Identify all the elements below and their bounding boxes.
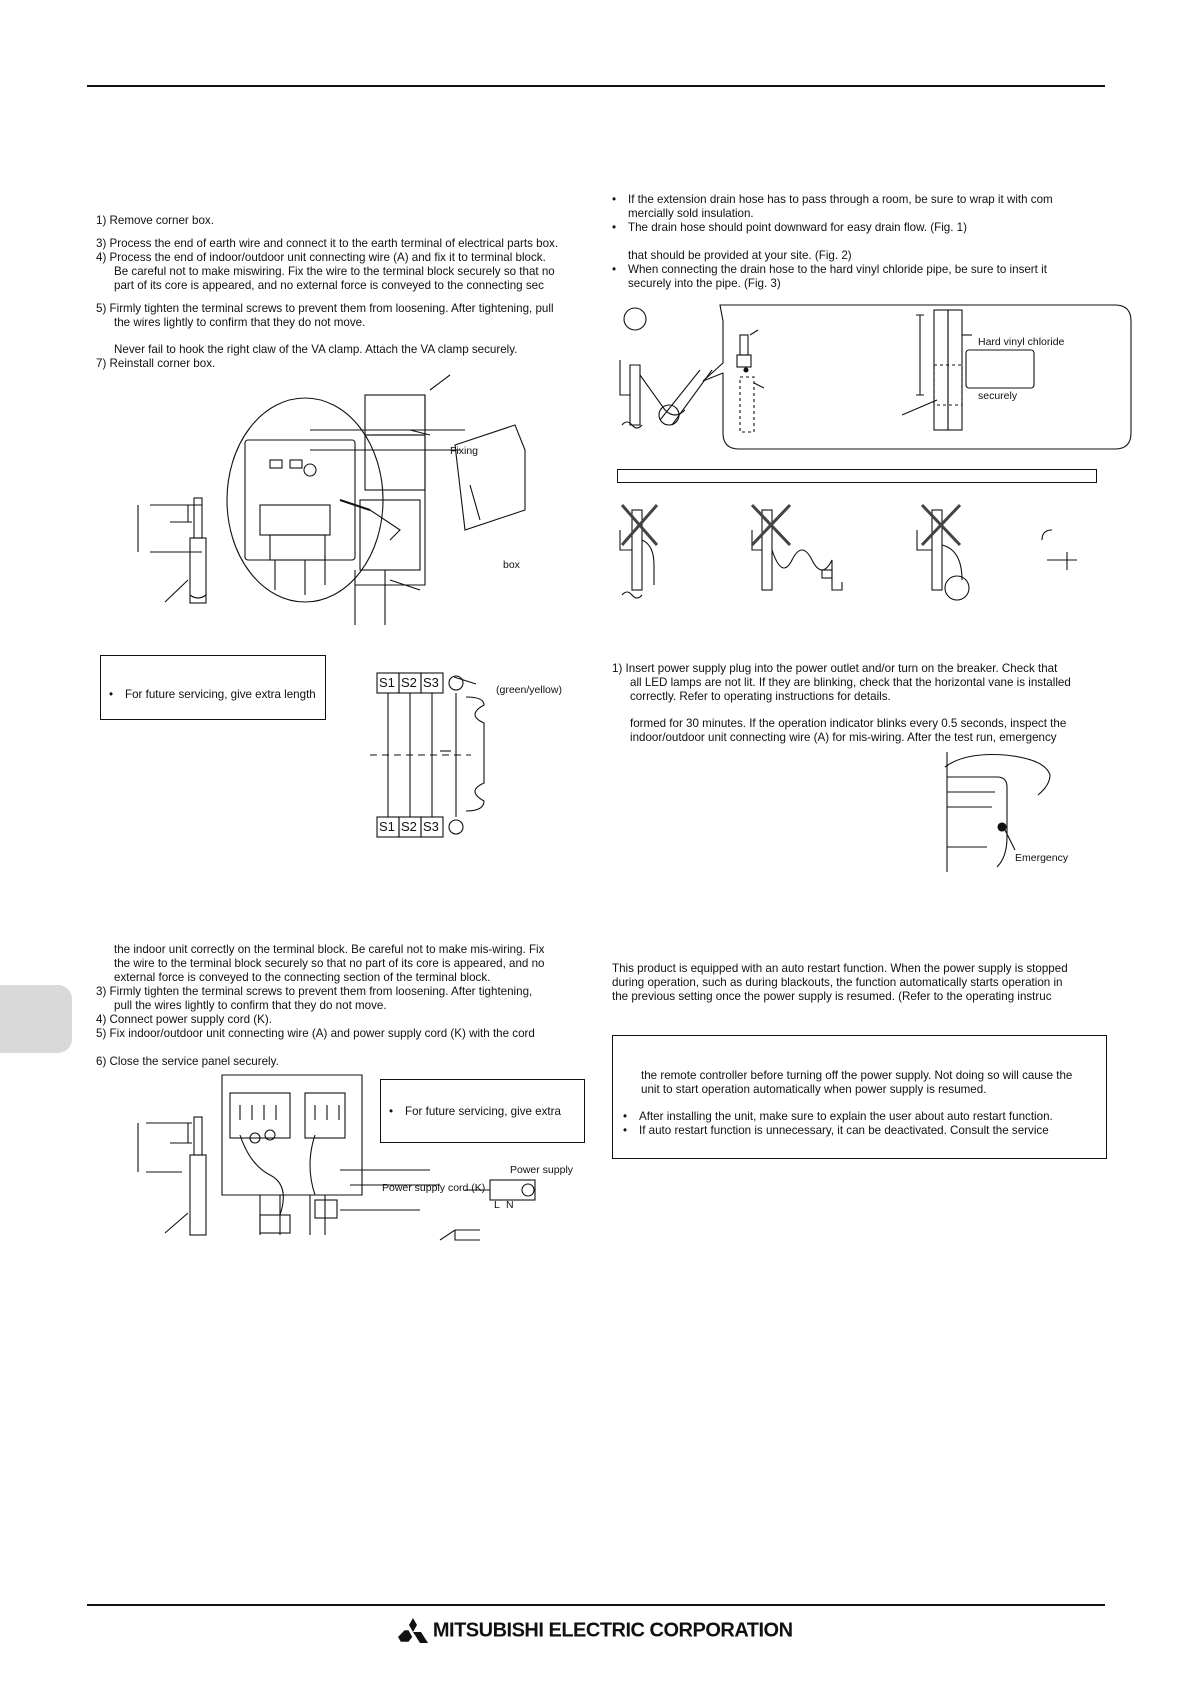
drain-note-1-cont: mercially sold insulation.: [628, 207, 754, 220]
note-box-2: After installing the unit, make sure to explain the user about auto restart function.: [639, 1110, 1053, 1123]
s2-bottom: S2: [401, 819, 417, 834]
step-1: 1) Remove corner box.: [96, 214, 214, 227]
wiring-steps-a: [96, 214, 596, 371]
s1-bottom: S1: [379, 819, 395, 834]
section-side-tab: [0, 985, 72, 1053]
test-run-1: 1) Insert power supply plug into the power outlet and/or turn on the breaker. Check that: [612, 662, 1058, 675]
corner-box-wiring-figure: [110, 390, 570, 630]
s2-top: S2: [401, 675, 417, 690]
step-5b: 5) Fix indoor/outdoor unit connecting wire (A) and power supply cord (K) with the cord: [96, 1027, 535, 1040]
test-run-2-cont-2: indoor/outdoor unit connecting wire (A) for mis-wiring. After the test run, emergency: [630, 731, 1057, 744]
step-3: 3) Process the end of earth wire and connect it to the earth terminal of electrical parts box.: [96, 237, 559, 250]
step-6b: 6) Close the service panel securely.: [96, 1055, 279, 1068]
step-4-cont-2: part of its core is appeared, and no external force is conveyed to the connecting sec: [114, 279, 544, 292]
auto-restart-3: the previous setting once the power supply is resumed. (Refer to the operating instruc: [612, 990, 1052, 1003]
drain-note-2: The drain hose should point downward for easy drain flow. (Fig. 1): [628, 221, 967, 234]
note-box-1-cont: unit to start operation automatically when power supply is resumed.: [641, 1083, 987, 1096]
step-7: 7) Reinstall corner box.: [96, 357, 216, 370]
n-terminal: N: [506, 1199, 514, 1211]
step-4-cont-1: Be careful not to make miswiring. Fix the wire to the terminal block securely so that no: [114, 265, 555, 278]
servicing-note-2: • For future servicing, give extra: [380, 1079, 585, 1143]
incorrect-drain-examples: [612, 500, 1112, 610]
box-label: box: [503, 559, 520, 571]
securely-label: securely: [978, 390, 1018, 402]
step-2-cont-1: the indoor unit correctly on the terminal block. Be careful not to make mis-wiring. Fix: [114, 943, 545, 956]
step-3b: 3) Firmly tighten the terminal screws to prevent them from loosening. After tightening,: [96, 985, 533, 998]
company-name: MITSUBISHI ELECTRIC CORPORATION: [432, 1619, 793, 1642]
footer-rule: [87, 1604, 1105, 1606]
mitsubishi-logo-icon: [398, 1618, 428, 1644]
test-run-1-cont-1: all LED lamps are not lit. If they are blinking, check that the horizontal vane is installed: [630, 676, 1071, 689]
header-rule: [87, 85, 1105, 87]
test-run-1-cont-2: correctly. Refer to operating instructions for details.: [630, 690, 891, 703]
step-5: 5) Firmly tighten the terminal screws to prevent them from loosening. After tightening, pull: [96, 302, 554, 315]
servicing-note-1: • For future servicing, give extra length: [100, 655, 326, 720]
power-supply-cord-label: Power supply cord (K): [382, 1182, 486, 1194]
step-5-cont: the wires lightly to confirm that they do not move.: [114, 316, 366, 329]
step-4b: 4) Connect power supply cord (K).: [96, 1013, 272, 1026]
power-supply-wiring-figure: [110, 1075, 590, 1245]
note-1-text: For future servicing, give extra length: [125, 688, 316, 701]
s3-bottom: S3: [423, 819, 439, 834]
step-2-cont-2: the wire to the terminal block securely so that no part of its core is appeared, and no: [114, 957, 545, 970]
test-run-2-cont-1: formed for 30 minutes. If the operation indicator blinks every 0.5 seconds, inspect the: [630, 717, 1067, 730]
drain-note-3-cont: that should be provided at your site. (Fig. 2): [628, 249, 852, 262]
fixing-label: Fixing: [450, 445, 479, 457]
l-terminal: L: [494, 1199, 500, 1211]
terminal-diagram: [376, 672, 566, 842]
footer: [0, 1618, 1191, 1644]
auto-restart-2: during operation, such as during blackouts, the function automatically starts operation in: [612, 976, 1063, 989]
power-supply-label: Power supply: [510, 1164, 574, 1176]
wiring-steps-b: [96, 943, 596, 1069]
auto-restart-1: This product is equipped with an auto restart function. When the power supply is stopped: [612, 962, 1068, 975]
step-2-cont-3: external force is conveyed to the connecting section of the terminal block.: [114, 971, 491, 984]
hard-vinyl-label: Hard vinyl chloride: [978, 336, 1065, 348]
va-clamp-note: Never fail to hook the right claw of the VA clamp. Attach the VA clamp securely.: [114, 343, 518, 356]
auto-restart-paragraph: [612, 962, 1112, 1004]
s1-top: S1: [379, 675, 395, 690]
green-yellow-label: (green/yellow): [496, 684, 562, 696]
step-3b-cont: pull the wires lightly to confirm that they do not move.: [114, 999, 387, 1012]
figure-header-bar: [617, 469, 1097, 483]
note-box-3: If auto restart function is unnecessary, it can be deactivated. Consult the service: [639, 1124, 1049, 1137]
note-box-1: the remote controller before turning off the power supply. Not doing so will cause the: [641, 1069, 1073, 1082]
step-4: 4) Process the end of indoor/outdoor unit connecting wire (A) and fix it to terminal block.: [96, 251, 546, 264]
drain-note-4: When connecting the drain hose to the hard vinyl chloride pipe, be sure to insert it: [628, 263, 1047, 276]
test-run-steps: [612, 662, 1112, 745]
auto-restart-note-box: the remote controller before turning off the power supply. Not doing so will cause the unit to start operation automatically when power supply is resumed. • After installing the unit, make sure to explain the user about auto restart function. • If auto restart function is unnecessary, it can be deactivated. Consult the service: [612, 1035, 1107, 1159]
s3-top: S3: [423, 675, 439, 690]
drain-note-4-cont: securely into the pipe. (Fig. 3): [628, 277, 781, 290]
drain-notes: • If the extension drain hose has to pass through a room, be sure to wrap it with com mercially sold insulation. • The drain hose should point downward for easy drain flow. (Fig. 1) that should be provided at your site. (Fig. 2) • When connecting the drain hose to the hard vinyl chloride pipe, be sure to insert it securely into the pipe. (Fig. 3): [612, 193, 1112, 291]
note-2-text: For future servicing, give extra: [405, 1105, 561, 1118]
emergency-label: Emergency: [1015, 852, 1069, 864]
drain-hose-figure: [612, 305, 1112, 455]
drain-note-1: If the extension drain hose has to pass through a room, be sure to wrap it with com: [628, 193, 1053, 206]
